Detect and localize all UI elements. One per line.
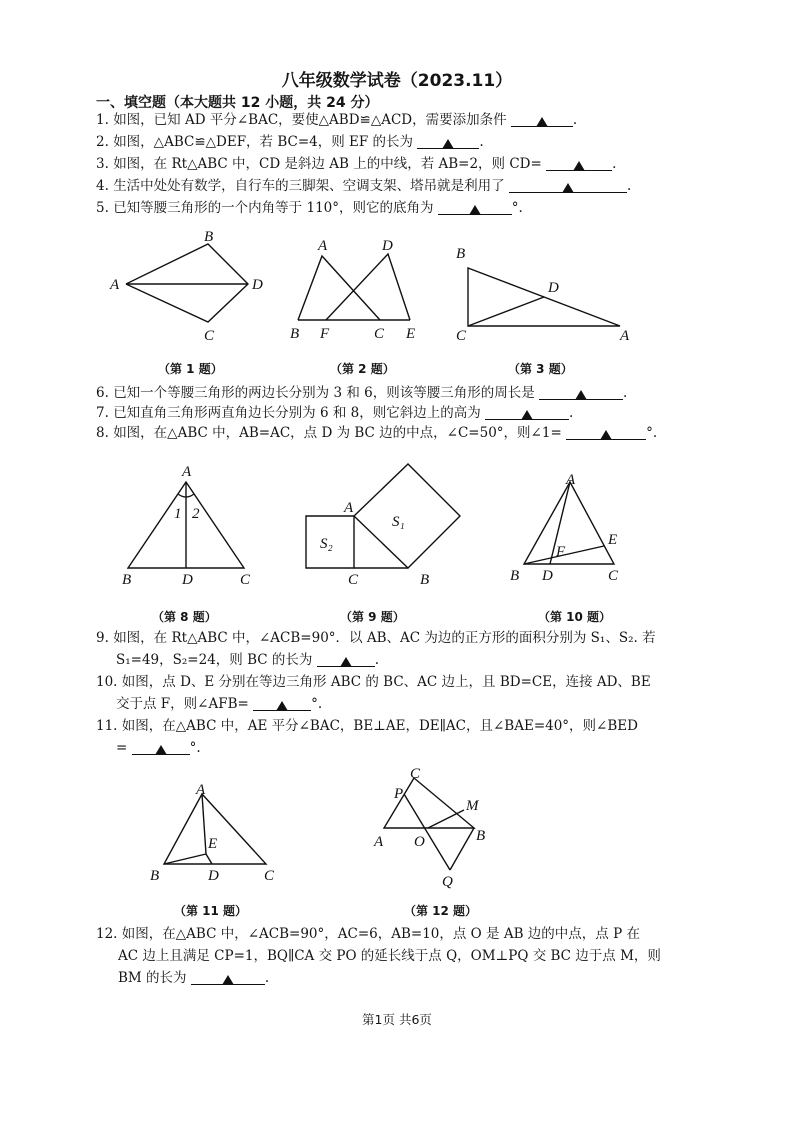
triangle-icon — [575, 390, 587, 400]
label-a: A — [110, 277, 120, 293]
page-footer: 第1页 共6页 — [362, 1012, 432, 1027]
triangle-abc — [298, 256, 380, 320]
question-text: S₁=49，S₂=24，则 BC 的长为 — [116, 652, 313, 668]
figure-3-diagram — [450, 240, 646, 344]
question-number: 4. — [96, 178, 109, 194]
question-number: 1. — [96, 112, 109, 128]
question-text: 如图，在 Rt△ABC 中，∠ACB=90°．以 AB、AC 为边的正方形的面积分别为 S₁、S₂. 若 — [113, 630, 656, 646]
label-c: C — [204, 328, 215, 344]
caption-figure-9: （第 9 题） — [340, 610, 405, 624]
question-5: 5. 已知等腰三角形的一个内角等于 110°，则它的底角为 °. — [96, 200, 523, 216]
label-b: B — [122, 572, 132, 588]
question-7: 7. 已知直角三角形两直角边长分别为 6 和 8，则它斜边上的高为 . — [96, 405, 574, 421]
question-text: 已知直角三角形两直角边长分别为 6 和 8，则它斜边上的高为 — [113, 405, 481, 421]
answer-blank[interactable] — [539, 385, 623, 400]
question-text: 如图，在△ABC 中，AB=AC，点 D 为 BC 边的中点，∠C=50°，则∠1= — [113, 425, 562, 441]
label-f: F — [556, 544, 566, 560]
label-a: A — [374, 834, 384, 850]
question-text: = — [116, 740, 128, 756]
caption-figure-10: （第 10 题） — [538, 610, 612, 624]
label-d: D — [182, 572, 193, 588]
question-text: 如图，在△ABC 中，AE 平分∠BAC，BE⊥AE，DE∥AC，且∠BAE=40°，则∠BED — [121, 718, 638, 734]
label-a: A — [344, 500, 354, 516]
label-c: C — [608, 568, 619, 584]
caption-figure-8: （第 8 题） — [152, 610, 217, 624]
caption-figure-11: （第 11 题） — [174, 904, 248, 918]
label-c: C — [456, 328, 467, 344]
median-cd — [468, 297, 544, 326]
segment-ed — [206, 854, 212, 864]
question-11-line-2: = °. — [116, 740, 201, 756]
label-a: A — [196, 782, 206, 798]
label-e: E — [208, 836, 218, 852]
question-9 — [96, 628, 656, 648]
question-number: 12. — [96, 926, 118, 942]
question-number: 11. — [96, 718, 118, 734]
label-b: B — [204, 229, 214, 245]
question-text: 已知等腰三角形的一个内角等于 110°，则它的底角为 — [113, 200, 434, 216]
figure-2-diagram — [284, 232, 434, 344]
triangle-abc — [524, 482, 614, 564]
question-text: 如图，点 D、E 分别在等边三角形 ABC 的 BC、AC 边上，且 BD=CE，连接 AD、BE — [121, 674, 651, 690]
triangle-icon — [469, 205, 481, 215]
question-8: 8. 如图，在△ABC 中，AB=AC，点 D 为 BC 边的中点，∠C=50°，则∠1= °. — [96, 425, 658, 441]
question-12 — [96, 924, 640, 944]
label-e: E — [406, 326, 416, 342]
question-number: 10. — [96, 674, 118, 690]
label-a: A — [318, 238, 328, 254]
question-10-line-2: 交于点 F，则∠AFB= °. — [116, 696, 323, 712]
label-p: P — [394, 786, 404, 802]
answer-blank[interactable] — [191, 970, 265, 985]
figure-11-diagram — [144, 780, 284, 884]
answer-blank[interactable] — [511, 112, 573, 127]
question-1: 1. 如图，已知 AD 平分∠BAC，要使△ABD≌△ACD，需要添加条件 . — [96, 112, 578, 128]
question-text: 交于点 F，则∠AFB= — [116, 696, 249, 712]
exam-title: 八年级数学试卷（2023.11） — [281, 71, 513, 91]
figure-10-diagram — [506, 466, 636, 588]
question-2: 2. 如图，△ABC≌△DEF，若 BC=4，则 EF 的长为 . — [96, 134, 484, 150]
label-c: C — [264, 868, 275, 884]
question-number: 5. — [96, 200, 109, 216]
triangle-icon — [536, 117, 548, 127]
triangle-icon — [340, 657, 352, 667]
label-q: Q — [442, 874, 453, 890]
label-e: E — [608, 532, 618, 548]
caption-figure-3: （第 3 题） — [508, 362, 573, 376]
label-a: A — [182, 464, 192, 480]
label-d: D — [382, 238, 393, 254]
answer-blank[interactable] — [253, 696, 311, 711]
figure-9-diagram — [296, 460, 462, 588]
label-angle-2: 2 — [192, 506, 200, 522]
answer-blank[interactable] — [509, 178, 627, 193]
label-b: B — [510, 568, 520, 584]
question-text: 如图，在△ABC 中，∠ACB=90°，AC=6，AB=10，点 O 是 AB 边的中点，点 P 在 — [121, 926, 640, 942]
question-9-line-2: S₁=49，S₂=24，则 BC 的长为 . — [116, 652, 379, 668]
answer-blank[interactable] — [417, 134, 479, 149]
triangle-icon — [562, 183, 574, 193]
label-d: D — [252, 277, 263, 293]
question-12-line-3: BM 的长为 . — [118, 970, 270, 986]
caption-figure-1: （第 1 题） — [158, 362, 223, 376]
section-heading: 一、填空题（本大题共 12 小题，共 24 分） — [96, 95, 379, 111]
question-number: 7. — [96, 405, 109, 421]
label-f: F — [320, 326, 330, 342]
quadrilateral-abdc — [126, 244, 248, 322]
question-text: 如图，已知 AD 平分∠BAC，要使△ABD≌△ACD，需要添加条件 — [113, 112, 507, 128]
figure-8-diagram — [114, 460, 264, 588]
triangle-icon — [222, 975, 234, 985]
label-b: B — [476, 828, 486, 844]
caption-figure-2: （第 2 题） — [330, 362, 395, 376]
question-text: 如图，在 Rt△ABC 中，CD 是斜边 AB 上的中线，若 AB=2，则 CD= — [113, 156, 542, 172]
answer-blank[interactable] — [438, 200, 512, 215]
triangle-icon — [155, 745, 167, 755]
triangle-icon — [600, 430, 612, 440]
label-a: A — [566, 472, 576, 488]
label-m: M — [466, 798, 479, 814]
answer-blank[interactable] — [132, 740, 190, 755]
label-b: B — [420, 572, 430, 588]
triangle-abc — [164, 794, 266, 864]
question-text: 如图，△ABC≌△DEF，若 BC=4，则 EF 的长为 — [113, 134, 414, 150]
figure-1-diagram — [106, 226, 266, 348]
question-3: 3. 如图，在 Rt△ABC 中，CD 是斜边 AB 上的中线，若 AB=2，则 CD= . — [96, 156, 617, 172]
question-number: 2. — [96, 134, 109, 150]
question-text: BM 的长为 — [118, 970, 187, 986]
question-text: AC 边上且满足 CP=1，BQ∥CA 交 PO 的延长线于点 Q，OM⊥PQ 交 BC 边于点 M，则 — [118, 948, 661, 964]
question-4: 4. 生活中处处有数学，自行车的三脚架、空调支架、塔吊就是利用了 . — [96, 178, 632, 194]
triangle-icon — [442, 139, 454, 149]
answer-blank[interactable] — [317, 652, 375, 667]
question-number: 9. — [96, 630, 109, 646]
label-b: B — [456, 246, 466, 262]
label-angle-1: 1 — [174, 506, 182, 522]
question-number: 6. — [96, 385, 109, 401]
answer-blank[interactable] — [485, 405, 569, 420]
label-c: C — [410, 766, 421, 782]
label-c: C — [374, 326, 385, 342]
question-text: 生活中处处有数学，自行车的三脚架、空调支架、塔吊就是利用了 — [113, 178, 505, 194]
question-number: 3. — [96, 156, 109, 172]
triangle-icon — [521, 410, 533, 420]
segment-pq — [404, 794, 450, 870]
question-10 — [96, 672, 651, 692]
label-d: D — [548, 280, 559, 296]
question-number: 8. — [96, 425, 109, 441]
caption-figure-12: （第 12 题） — [404, 904, 478, 918]
segment-be — [164, 854, 206, 864]
triangle-def — [326, 254, 410, 320]
answer-blank[interactable] — [566, 425, 646, 440]
label-d: D — [208, 868, 219, 884]
triangle-icon — [276, 701, 288, 711]
label-b: B — [290, 326, 300, 342]
figure-12-diagram — [370, 764, 496, 890]
label-s1: S₁ — [392, 514, 405, 530]
question-text: 已知一个等腰三角形的两边长分别为 3 和 6，则该等腰三角形的周长是 — [113, 385, 535, 401]
label-c: C — [348, 572, 359, 588]
question-12-line-2 — [118, 946, 661, 966]
segment-bq — [450, 828, 474, 870]
question-6: 6. 已知一个等腰三角形的两边长分别为 3 和 6，则该等腰三角形的周长是 . — [96, 385, 628, 401]
label-o: O — [414, 834, 425, 850]
triangle-icon — [573, 161, 585, 171]
answer-blank[interactable] — [546, 156, 612, 171]
square-s1 — [354, 464, 460, 568]
label-b: B — [150, 868, 160, 884]
label-a: A — [620, 328, 630, 344]
segment-ae — [202, 794, 206, 854]
question-11 — [96, 716, 638, 736]
label-c: C — [240, 572, 251, 588]
label-s2: S₂ — [320, 536, 333, 552]
segment-om — [428, 810, 464, 828]
label-d: D — [542, 568, 553, 584]
